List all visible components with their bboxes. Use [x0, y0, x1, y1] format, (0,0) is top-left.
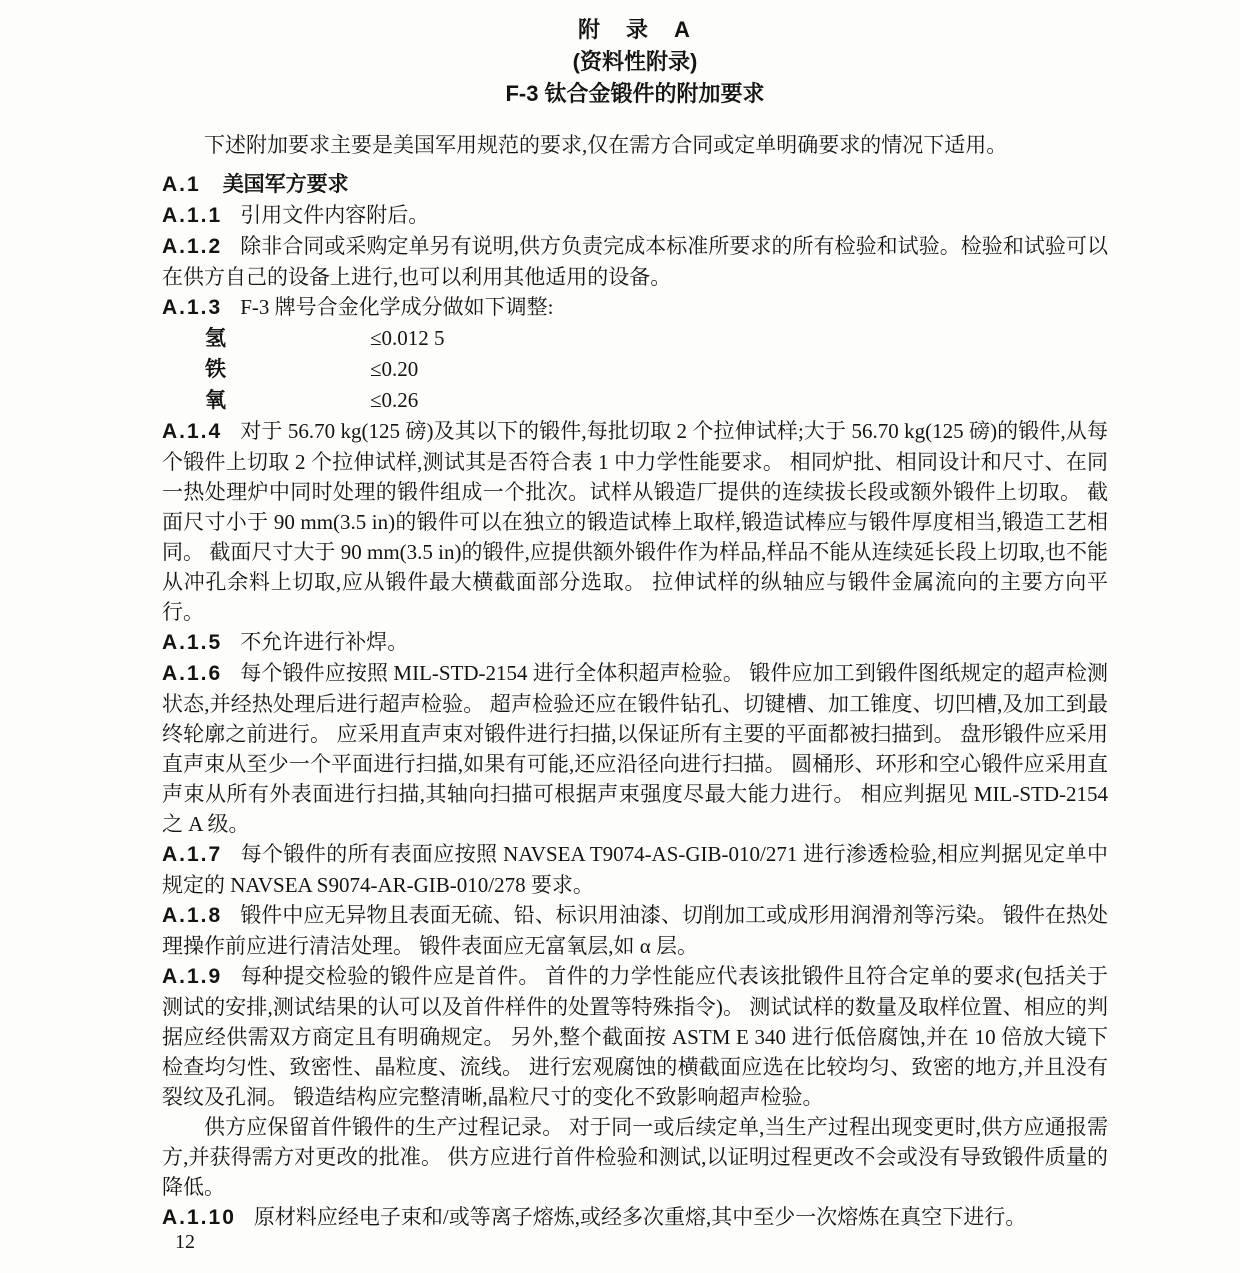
element-limit: ≤0.20: [370, 357, 419, 381]
clause-number: A.1.9: [162, 965, 223, 988]
clause-a-1-7: [162, 839, 1108, 900]
clause-number: A.1.10: [162, 1206, 236, 1229]
clause-number: A.1.5: [162, 631, 223, 654]
appendix-subtitle: (资料性附录): [572, 49, 698, 74]
element-name: 铁: [205, 358, 226, 381]
clause-number: A.1.6: [162, 662, 223, 685]
clause-text: 原材料应经电子束和/或等离子熔炼,或经多次重熔,其中至少一次熔炼在真空下进行。: [253, 1205, 1027, 1229]
clause-number: A.1.3: [162, 296, 223, 319]
clause-text: 引用文件内容附后。: [240, 203, 430, 227]
appendix-title: 附 录 A: [578, 17, 692, 42]
clause-text: 除非合同或采购定单另有说明,供方负责完成本标准所要求的所有检验和试验。检验和试验可以在供方自己的设备上进行,也可以利用其他适用的设备。: [162, 234, 1108, 289]
clause-text: 每个锻件应按照 MIL-STD-2154 进行全体积超声检验。 锻件应加工到锻件图纸规定的超声检测状态,并经热处理后进行超声检验。 超声检验还应在锻件钻孔、切键槽、加工锥度、切凹槽,及加工到最终轮廓之前进行。 应采用直声束对锻件进行扫描,以保证所有主要的平面都被扫描到。 盘形锻件应采用直声束从至少一个平面进行扫描,如果有可能,还应沿径向进行扫描。 圆桶形、环形和空心锻件应采用直声束从所有外表面进行扫描,其轴向扫描可根据声束强度尽最大能力进行。 相应判据见 MIL-STD-2154 之 A 级。: [162, 661, 1108, 836]
composition-list: [162, 323, 1108, 416]
element-limit: ≤0.26: [370, 388, 419, 412]
clause-a-1-2: [162, 231, 1108, 292]
clause-number: A.1.4: [162, 420, 223, 443]
clause-a-1-3: [162, 292, 1108, 323]
composition-row-hydrogen: [205, 323, 1108, 354]
clause-a-1-1: [162, 200, 1108, 231]
clause-a-1-4: [162, 416, 1108, 627]
clause-number: A.1.2: [162, 235, 223, 258]
clause-text: 锻件中应无异物且表面无硫、铅、标识用油漆、切削加工或成形用润滑剂等污染。 锻件在热处理操作前应进行清洁处理。 锻件表面应无富氧层,如 α 层。: [162, 903, 1108, 958]
clause-a-1-6: [162, 658, 1108, 839]
composition-row-oxygen: [205, 385, 1108, 416]
clause-a-1-8: [162, 900, 1108, 961]
element-name: 氧: [205, 389, 226, 412]
composition-row-iron: [205, 354, 1108, 385]
clause-text: 不允许进行补焊。: [240, 630, 409, 654]
clause-a-1-10: [162, 1202, 1108, 1233]
clause-text: 对于 56.70 kg(125 磅)及其以下的锻件,每批切取 2 个拉伸试样;大于 56.70 kg(125 磅)的锻件,从每个锻件上切取 2 个拉伸试样,测试其是否符合表 1 中力学性能要求。 相同炉批、相同设计和尺寸、在同一热处理炉中同时处理的锻件组成一个批次。试样从锻造厂提供的连续拔长段或额外锻件上切取。 截面尺寸小于 90 mm(3.5 in)的锻件可以在独立的锻造试棒上取样,锻造试棒应与锻件厚度相当,锻造工艺相同。 截面尺寸大于 90 mm(3.5 in)的锻件,应提供额外锻件作为样品,样品不能从连续延长段上切取,也不能从冲孔余料上切取,应从锻件最大横截面部分选取。 拉伸试样的纵轴应与锻件金属流向的主要方向平行。: [162, 419, 1108, 624]
clause-text: 每个锻件的所有表面应按照 NAVSEA T9074-AS-GIB-010/271 进行渗透检验,相应判据见定单中规定的 NAVSEA S9074-AR-GIB-010/278 要求。: [162, 842, 1108, 897]
clause-text: 每种提交检验的锻件应是首件。 首件的力学性能应代表该批锻件且符合定单的要求(包括关于测试的安排,测试结果的认可以及首件样件的处置等特殊指令)。 测试试样的数量及取样位置、相应的判据应经供需双方商定且有明确规定。 另外,整个截面按 ASTM E 340 进行低倍腐蚀,并在 10 倍放大镜下检查均匀性、致密性、晶粒度、流线。 进行宏观腐蚀的横截面应选在比较均匀、致密的地方,并且没有裂纹及孔洞。 锻造结构应完整清晰,晶粒尺寸的变化不致影响超声检验。: [162, 964, 1108, 1109]
section-title: 美国军方要求: [222, 173, 349, 196]
section-heading: [162, 170, 1108, 200]
intro-paragraph: 下述附加要求主要是美国军用规范的要求,仅在需方合同或定单明确要求的情况下适用。: [204, 133, 1008, 157]
document-header: [162, 14, 1108, 110]
section-number: A.1: [162, 173, 201, 196]
clause-a-1-5: [162, 627, 1108, 658]
element-name: 氢: [205, 327, 226, 350]
element-limit: ≤0.012 5: [370, 326, 445, 350]
clause-text: F-3 牌号合金化学成分做如下调整:: [240, 295, 554, 319]
supplier-record-paragraph: 供方应保留首件锻件的生产过程记录。 对于同一或后续定单,当生产过程出现变更时,供方应通报需方,并获得需方对更改的批准。 供方应进行首件检验和测试,以证明过程更改不会或没有导致锻件质量的降低。: [162, 1115, 1108, 1199]
clause-number: A.1.1: [162, 204, 223, 227]
appendix-heading: F-3 钛合金锻件的附加要求: [505, 81, 765, 106]
page-number: 12: [175, 1231, 195, 1253]
clause-number: A.1.8: [162, 904, 223, 927]
clause-a-1-9: [162, 961, 1108, 1112]
clause-number: A.1.7: [162, 843, 223, 866]
